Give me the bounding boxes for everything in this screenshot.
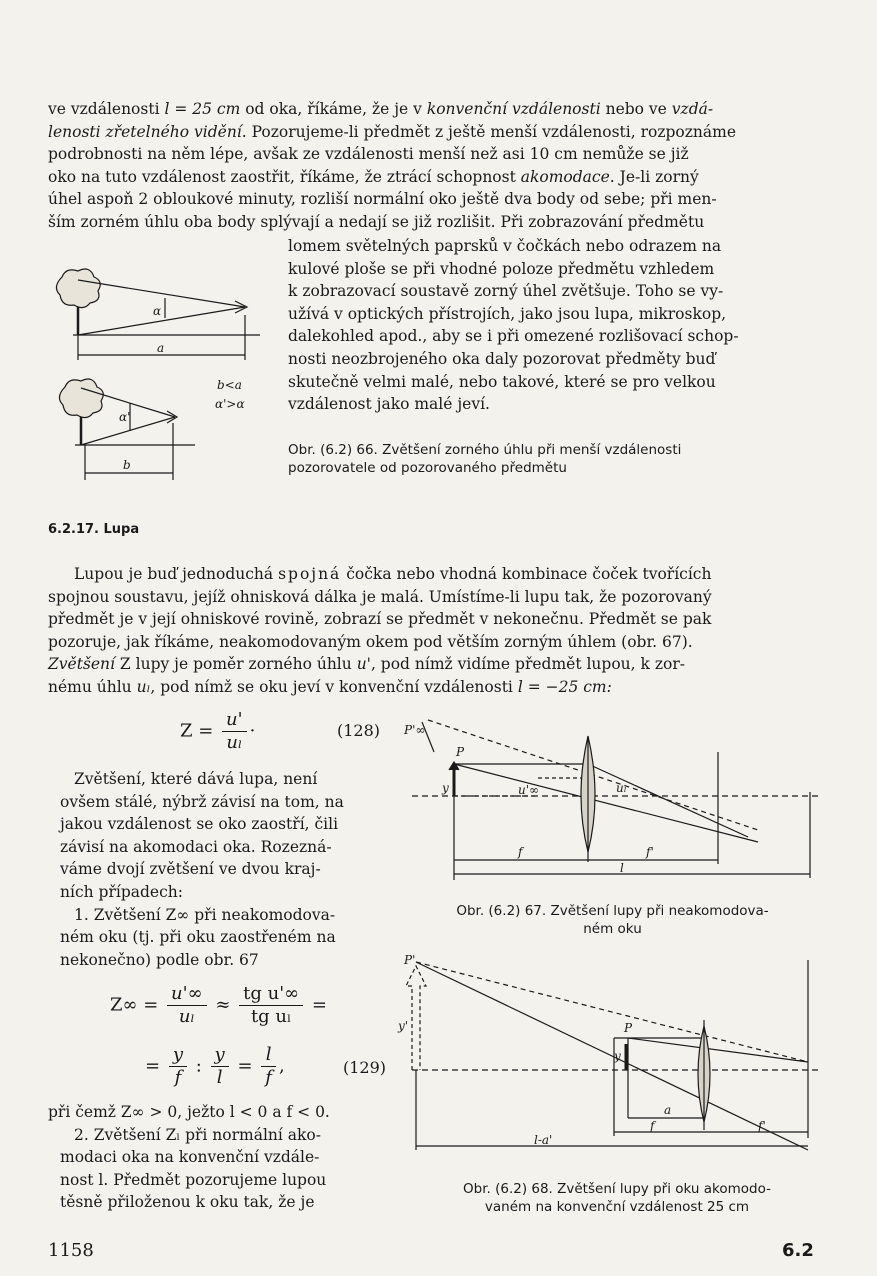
- intro-line: dalekohled apod., aby se i při omezené rozlišovací schop-: [288, 327, 739, 346]
- equation-129-line1: Z∞ = $\frac{u'\infty}{\text{uₗ}}$ ≈ $\frac{\text{tg u'∞}}{\text{tg uₗ}}$ =: [110, 983, 327, 1027]
- section-heading: 6.2.17. Lupa: [48, 522, 140, 537]
- fig68-la: l-a': [534, 1133, 553, 1147]
- intro-paragraph: [48, 98, 823, 234]
- intro-line: vzdálenost jako malé jeví.: [288, 395, 490, 414]
- intro-line: ve vzdálenosti l = 25 cm od oka, říkáme, že je v konvenční vzdálenosti nebo ve vzdá-: [48, 100, 714, 118]
- lupa-line: Lupou je buď jednoduchá spojná čočka nebo vhodná kombinace čoček tvořících: [74, 565, 712, 583]
- fig68-p2: P': [404, 953, 416, 967]
- lupa-line: pozoruje, jak říkáme, neakomodovaným okem pod větším zorným úhlem (obr. 67).: [48, 632, 693, 651]
- page-number: 1158: [48, 1240, 94, 1261]
- intro-line: užívá v optických přístrojích, jako jsou lupa, mikroskop,: [288, 304, 727, 323]
- fig68-y: y: [614, 1049, 621, 1063]
- intro-line: podrobnosti na něm lépe, avšak ze vzdálenosti menší než asi 10 cm nemůže se již: [48, 145, 689, 164]
- section-number: 6.2: [782, 1240, 814, 1261]
- fig66-cond2: α'>α: [215, 397, 245, 411]
- figure-68-caption: Obr. (6.2) 68. Zvětšení lupy při oku akomodo- vaném na konvenční vzdálenost 25 cm: [463, 1181, 771, 1215]
- lupa-line: spojnou soustavu, jejíž ohnisková dálka je malá. Umístíme-li lupu tak, že pozorovaný: [48, 587, 712, 606]
- equation-129-number: (129): [343, 1058, 387, 1077]
- lupa-line: nému úhlu uₗ, pod nímž se oku jeví v konvenční vzdálenosti l = −25 cm:: [48, 677, 612, 696]
- condition-and-case2-text: při čemž Z∞ > 0, ježto l < 0 a f < 0. 2. Zvětšení Zₗ při normální ako- modaci oka na konvenční vzdále- nost l. Předmět pozorujeme lupou těsně přiloženou k oku tak, že je: [48, 1103, 330, 1212]
- figure-66: [45, 255, 275, 485]
- figure-67: [398, 712, 818, 892]
- fig67-y: y: [442, 781, 449, 795]
- fig67-p-inf: P'∞: [404, 723, 426, 737]
- lupa-line: předmět je v její ohniskové rovině, zobrazí se předmět v nekonečnu. Předmět se pak: [48, 610, 712, 629]
- equation-129-line2: = $\frac{y}{f}$ : $\frac{y}{l}$ = $\frac{l}{f}$ ,: [145, 1044, 285, 1088]
- fig66-b-label: b: [123, 458, 131, 472]
- fig68-f: f: [650, 1119, 655, 1133]
- fig68-a: a: [664, 1103, 672, 1117]
- intro-line: nosti neozbrojeného oka daly pozorovat předměty buď: [288, 349, 716, 368]
- fig68-f2: f': [758, 1119, 766, 1133]
- intro-line: ším zorném úhlu oba body splývají a nedají se již rozlišit. Při zobrazování předmětu: [48, 212, 705, 231]
- intro-line: k zobrazovací soustavě zorný úhel zvětšuje. Toho se vy-: [288, 282, 724, 301]
- intro-line: lenosti zřetelného vidění. Pozorujeme-li předmět z ještě menší vzdálenosti, rozpoznáme: [48, 122, 737, 141]
- fig68-y2: y': [398, 1019, 409, 1033]
- figure-68: [398, 950, 818, 1162]
- equation-128: Z = $\frac{u'}{\text{uₗ}}$ ·: [180, 709, 256, 753]
- left-column-text: Zvětšení, které dává lupa, není ovšem stálé, nýbrž závisí na tom, na jakou vzdálenost se oko zaostří, čili závisí na akomodaci oka. Rozezná- váme dvojí zvětšení ve dvou kraj- ních případech: 1. Zvětšení Z∞ při neakomodova- ném oku (tj. při oku zaostřeném na nekonečno) podle obr. 67: [60, 770, 344, 969]
- fig66-alpha-label: α: [153, 304, 162, 318]
- equation-128-number: (128): [337, 721, 381, 740]
- fig68-p: P: [624, 1021, 633, 1035]
- fig66-cond1: b<a: [217, 378, 242, 392]
- intro-line: skutečně velmi malé, nebo takové, které se pro velkou: [288, 372, 716, 391]
- figure-67-caption: Obr. (6.2) 67. Zvětšení lupy při neakomodova- ném oku: [456, 903, 769, 937]
- fig66-alpha2-label: α': [119, 410, 131, 424]
- intro-line: kulové ploše se při vhodné poloze předmětu vzhledem: [288, 259, 715, 278]
- intro-line: lomem světelných paprsků v čočkách nebo odrazem na: [288, 237, 722, 255]
- lupa-paragraph: [48, 563, 804, 699]
- fig67-p: P: [456, 745, 465, 759]
- fig67-f2: f': [646, 845, 654, 859]
- fig66-a-label: a: [157, 341, 165, 355]
- intro-line: úhel aspoň 2 obloukové minuty, rozliší normální oko ještě dva body od sebe; při men-: [48, 190, 717, 209]
- lupa-line: Zvětšení Z lupy je poměr zorného úhlu u', pod nímž vidíme předmět lupou, k zor-: [48, 655, 685, 674]
- fig67-u-inf: u'∞: [518, 783, 540, 797]
- intro-line: oko na tuto vzdálenost zaostřit, říkáme, že ztrácí schopnost akomodace. Je-li zorný: [48, 167, 699, 186]
- intro-paragraph-cont: [288, 235, 826, 416]
- fig67-l: l: [620, 861, 624, 875]
- figure-66-caption: Obr. (6.2) 66. Zvětšení zorného úhlu při menší vzdálenosti pozorovatele od pozorovaného předmětu: [288, 442, 682, 476]
- fig67-f: f: [518, 845, 523, 859]
- fig67-ul: uₗ: [616, 781, 627, 795]
